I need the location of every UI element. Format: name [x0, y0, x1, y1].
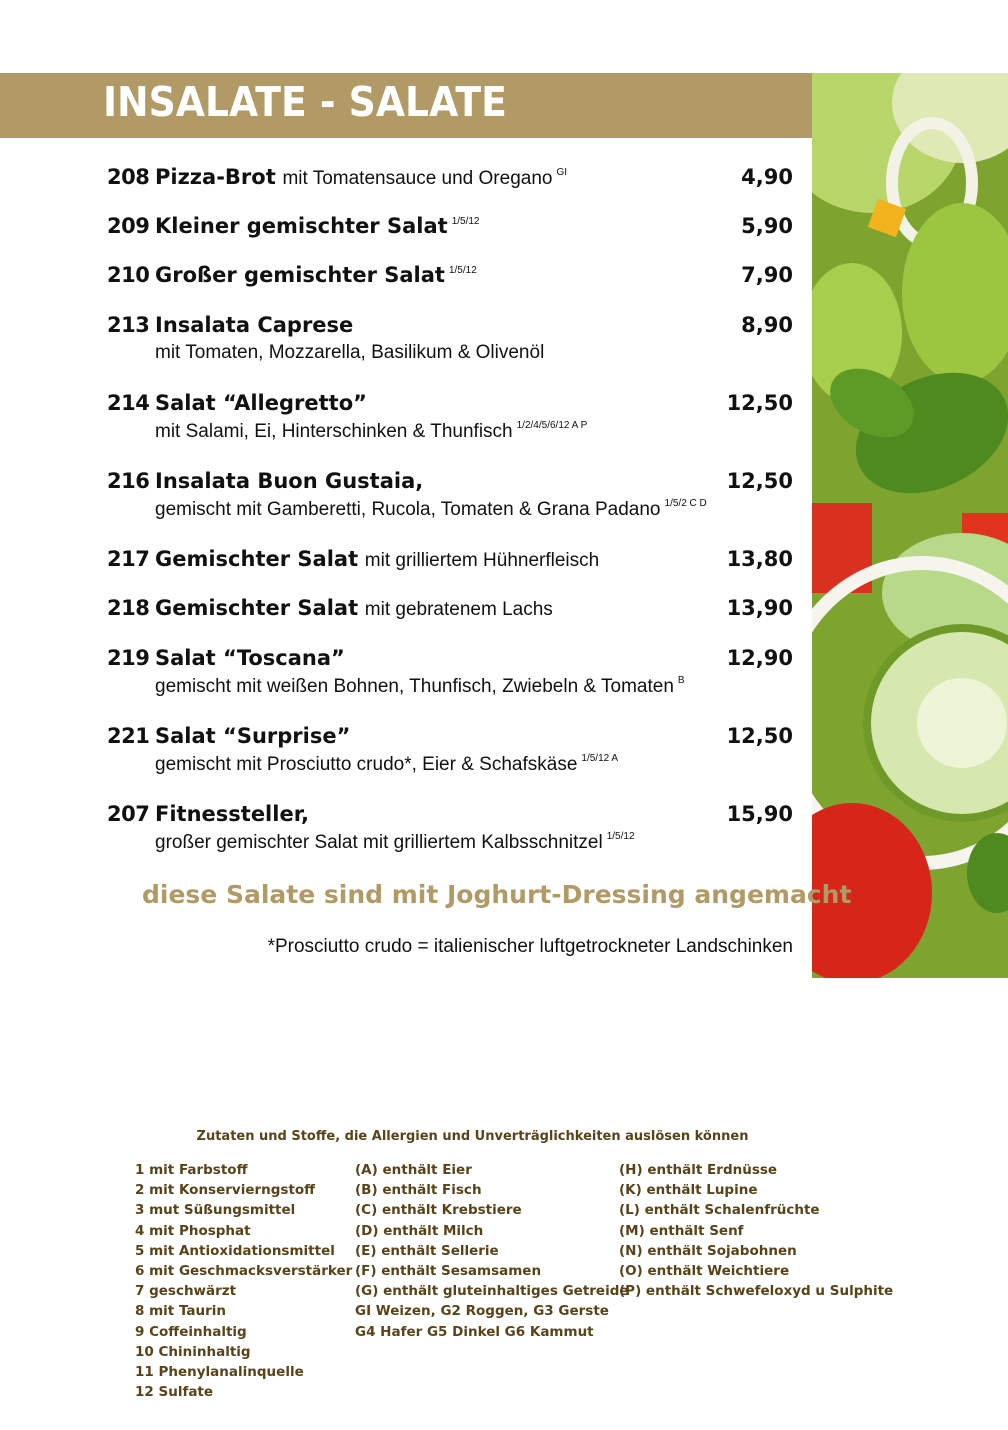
- allergen-entry: (B) enthält Fisch: [355, 1182, 482, 1199]
- allergen-entry: (A) enthält Eier: [355, 1162, 472, 1178]
- allergen-entry: (P) enthält Schwefeloxyd u Sulphite: [619, 1283, 894, 1300]
- menu-item-207: [107, 802, 793, 853]
- allergen-entry: (H) enthält Erdnüsse: [619, 1162, 778, 1178]
- item-name: Kleiner gemischter Salat: [155, 214, 448, 238]
- item-number: 216: [107, 469, 150, 493]
- salad-illustration: [812, 73, 1008, 978]
- allergen-entry: (K) enthält Lupine: [619, 1182, 758, 1199]
- allergen-entry: 1 mit Farbstoff: [135, 1162, 248, 1178]
- item-name: Salat “Toscana”: [155, 646, 345, 670]
- salad-photo: [812, 73, 1008, 978]
- allergen-entry: (M) enthält Senf: [619, 1222, 744, 1239]
- allergen-entry: (G) enthält gluteinhaltiges Getreide: [355, 1283, 629, 1300]
- item-price: 7,90: [741, 263, 793, 287]
- item-price: 12,50: [726, 724, 793, 748]
- item-name: Insalata Buon Gustaia,: [155, 469, 424, 493]
- item-name: Insalata Caprese: [155, 313, 354, 337]
- allergen-entry: 5 mit Antioxidationsmittel: [135, 1242, 335, 1259]
- item-description: gemischt mit weißen Bohnen, Thunfisch, Zwiebeln & Tomaten: [155, 676, 674, 697]
- item-name-suffix: mit grilliertem Hühnerfleisch: [364, 550, 600, 571]
- allergen-entry: (D) enthält Milch: [355, 1222, 484, 1239]
- allergen-entry: 7 geschwärzt: [135, 1283, 237, 1300]
- allergen-entry: 2 mit Konservierngstoff: [135, 1182, 316, 1199]
- item-price: 12,50: [726, 469, 793, 493]
- menu-item-213: [107, 313, 793, 363]
- allergen-column-a-g: [355, 1162, 629, 1344]
- allergen-entry: (C) enthält Krebstiere: [355, 1202, 522, 1219]
- menu-item-208: [107, 165, 793, 191]
- item-name: Salat “Surprise”: [155, 724, 351, 748]
- item-name-suffix: mit gebratenem Lachs: [364, 599, 553, 620]
- allergen-entry: 8 mit Taurin: [135, 1303, 227, 1320]
- allergen-codes: 1/5/2 C D: [664, 498, 707, 509]
- item-number: 218: [107, 596, 150, 620]
- item-number: 219: [107, 646, 150, 670]
- allergen-entry: 3 mut Süßungsmittel: [135, 1202, 296, 1219]
- allergen-codes: 1/5/12: [448, 265, 477, 276]
- allergen-entry: (L) enthält Schalenfrüchte: [619, 1202, 820, 1219]
- allergen-entry: 10 Chininhaltig: [135, 1343, 251, 1360]
- item-name: Pizza-Brot: [155, 165, 276, 189]
- item-price: 15,90: [726, 802, 793, 826]
- item-price: 8,90: [741, 313, 793, 337]
- allergen-column-numbers: [135, 1162, 352, 1404]
- allergen-entry: (F) enthält Sesamsamen: [355, 1262, 542, 1279]
- menu-item-219: [107, 646, 793, 697]
- allergen-legend-title: Zutaten und Stoffe, die Allergien und Unverträglichkeiten auslösen können: [196, 1129, 749, 1144]
- allergen-codes: 1/2/4/5/6/12 A P: [516, 420, 588, 431]
- menu-item-217: [107, 547, 793, 573]
- item-number: 217: [107, 547, 150, 571]
- allergen-entry: 4 mit Phosphat: [135, 1222, 251, 1239]
- dressing-note: diese Salate sind mit Joghurt-Dressing angemacht: [142, 880, 852, 909]
- allergen-codes: GI: [556, 167, 568, 178]
- allergen-column-h-p: [619, 1162, 893, 1303]
- allergen-entry: (N) enthält Sojabohnen: [619, 1242, 797, 1259]
- allergen-codes: B: [677, 675, 685, 686]
- allergen-codes: 1/5/12: [606, 831, 635, 842]
- item-number: 208: [107, 165, 150, 189]
- allergen-codes: 1/5/12: [451, 216, 480, 227]
- menu-item-210: [107, 263, 793, 289]
- item-price: 12,50: [726, 391, 793, 415]
- menu-item-214: [107, 391, 793, 442]
- item-number: 214: [107, 391, 150, 415]
- allergen-entry: 9 Coffeinhaltig: [135, 1323, 247, 1340]
- item-name: Gemischter Salat: [155, 596, 359, 620]
- item-name: Salat “Allegretto”: [155, 391, 367, 415]
- item-number: 221: [107, 724, 150, 748]
- allergen-codes: 1/5/12 A: [581, 753, 619, 764]
- allergen-entry: GI Weizen, G2 Roggen, G3 Gerste: [355, 1303, 609, 1320]
- item-price: 4,90: [741, 165, 793, 189]
- item-number: 210: [107, 263, 150, 287]
- item-name: Fitnessteller,: [155, 802, 309, 826]
- item-number: 207: [107, 802, 150, 826]
- item-price: 12,90: [726, 646, 793, 670]
- item-description: mit Salami, Ei, Hinterschinken & Thunfisch: [155, 421, 513, 442]
- item-price: 13,90: [726, 596, 793, 620]
- item-price: 5,90: [741, 214, 793, 238]
- menu-item-209: [107, 214, 793, 240]
- menu-item-218: [107, 596, 793, 622]
- item-price: 13,80: [726, 547, 793, 571]
- item-description: großer gemischter Salat mit grilliertem Kalbsschnitzel: [155, 832, 603, 853]
- menu-item-216: [107, 469, 793, 520]
- allergen-entry: 12 Sulfate: [135, 1384, 214, 1401]
- allergen-entry: 6 mit Geschmacksverstärker: [135, 1262, 353, 1279]
- item-number: 209: [107, 214, 150, 238]
- item-name: Gemischter Salat: [155, 547, 359, 571]
- prosciutto-footnote: *Prosciutto crudo = italienischer luftgetrockneter Landschinken: [267, 936, 793, 957]
- allergen-entry: (E) enthält Sellerie: [355, 1242, 499, 1259]
- item-description: mit Tomaten, Mozzarella, Basilikum & Olivenöl: [155, 342, 545, 363]
- allergen-entry: G4 Hafer G5 Dinkel G6 Kammut: [355, 1323, 594, 1340]
- menu-item-221: [107, 724, 793, 775]
- item-name: Großer gemischter Salat: [155, 263, 445, 287]
- page-title: INSALATE - SALATE: [103, 78, 507, 126]
- item-description: gemischt mit Prosciutto crudo*, Eier & Schafskäse: [155, 754, 578, 775]
- allergen-entry: 11 Phenylanalinquelle: [135, 1363, 304, 1380]
- item-name-suffix: mit Tomatensauce und Oregano: [282, 168, 553, 189]
- item-description: gemischt mit Gamberetti, Rucola, Tomaten & Grana Padano: [155, 499, 661, 520]
- item-number: 213: [107, 313, 150, 337]
- allergen-entry: (O) enthält Weichtiere: [619, 1262, 790, 1279]
